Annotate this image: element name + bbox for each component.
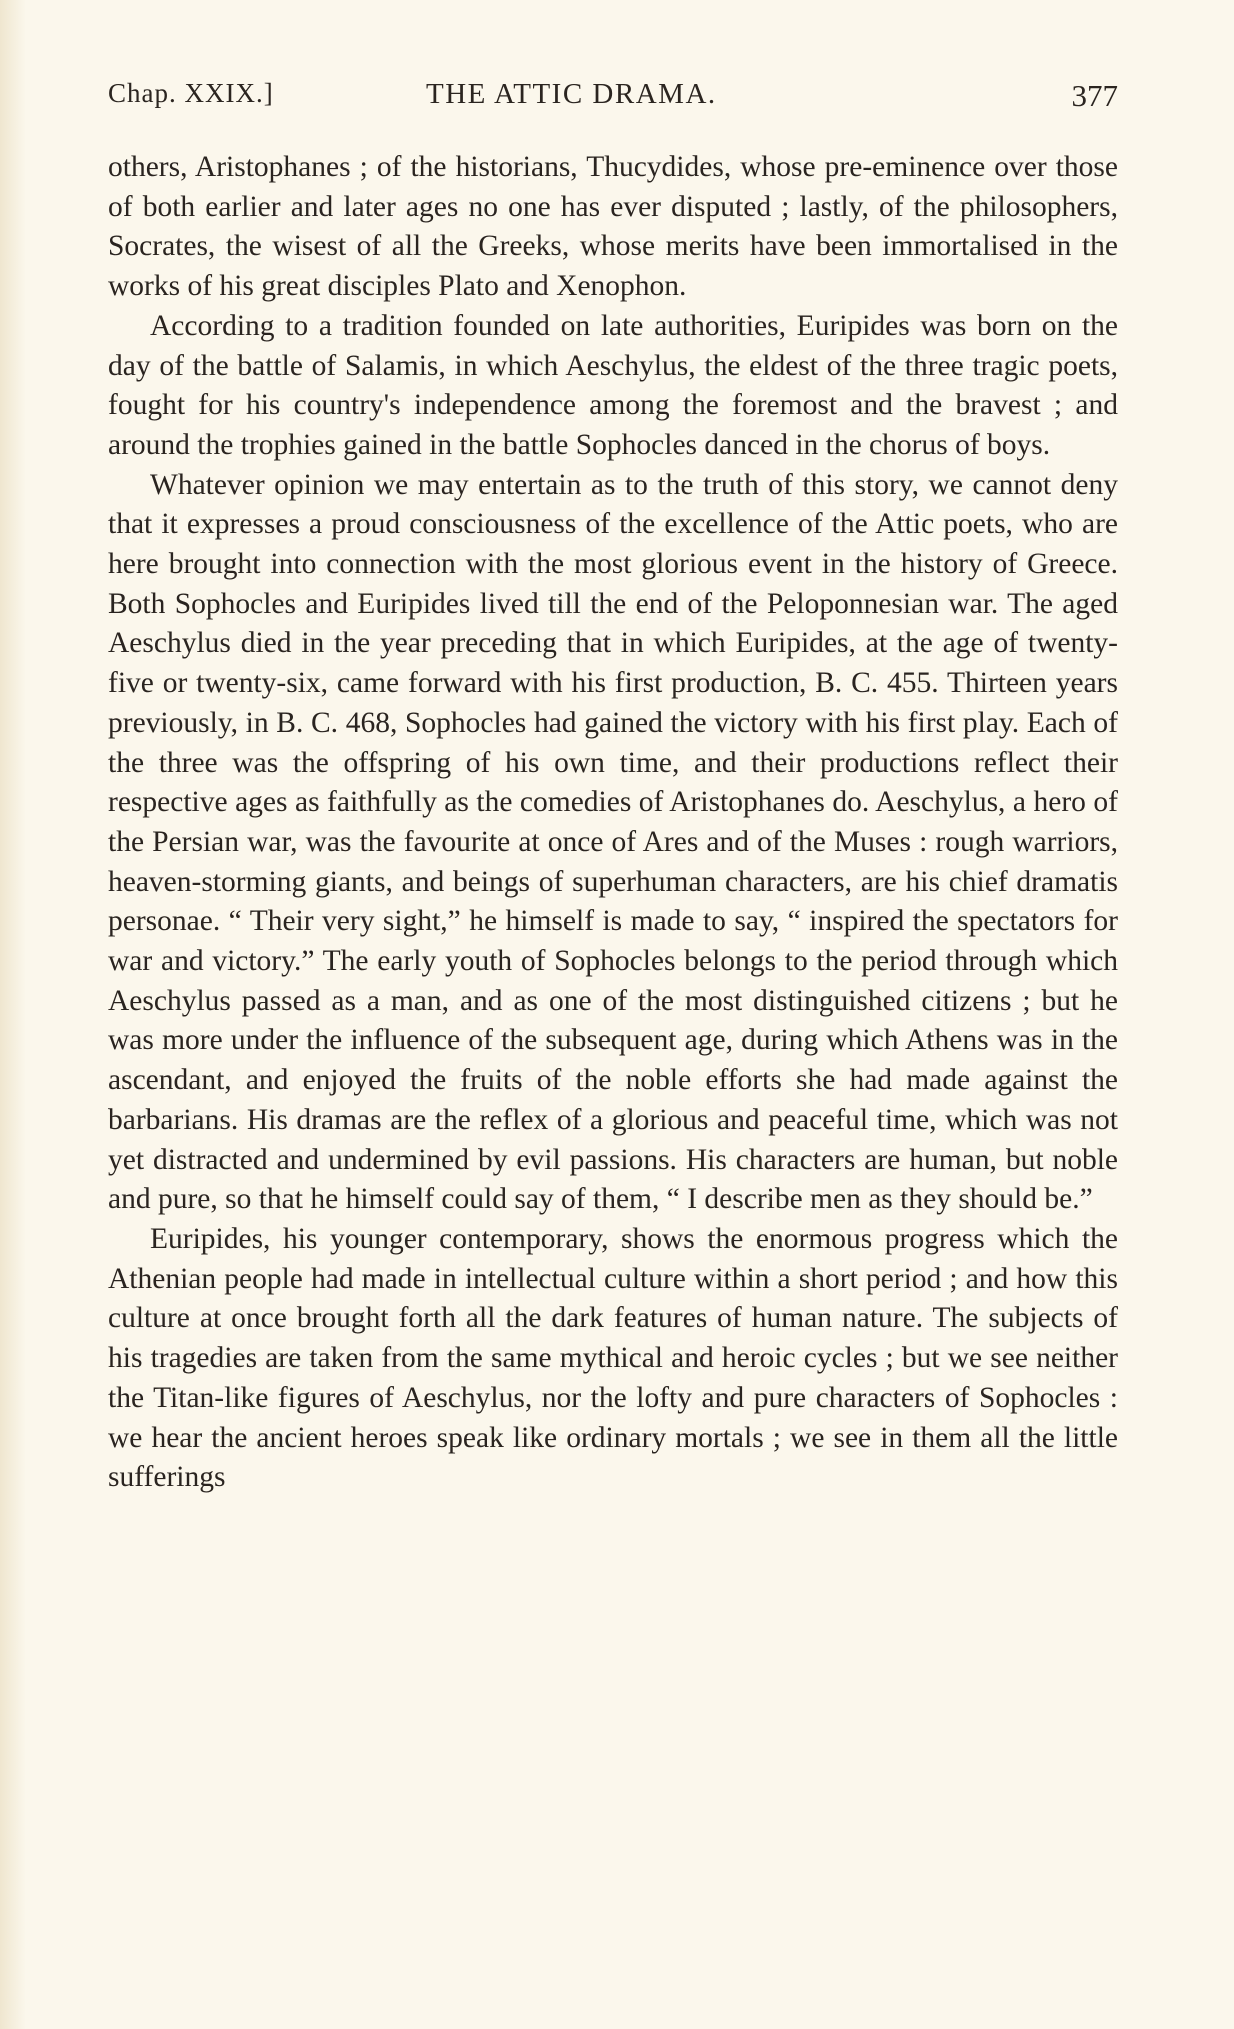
chapter-label: Chap. XXIX.] <box>108 78 274 108</box>
paragraph-3: Whatever opinion we may entertain as to the truth of this story, we cannot deny that it expresses a proud consciousness of the excellence of the Attic poets, who are here brought into connection with the most glorious event in the history of Greece. Both Sophocles and Euripides lived till the end of the Peloponnesian war. The aged Aeschylus died in the year preceding that in which Euripides, at the age of twenty-five or twenty-six, came forward with his first production, B. C. 455. Thirteen years previously, in B. C. 468, Sophocles had gained the victory with his first play. Each of the three was the offspring of his own time, and their productions reflect their respective ages as faithfully as the comedies of Aristophanes do. Aeschylus, a hero of the Persian war, was the favourite at once of Ares and of the Muses : rough warriors, heaven-storming giants, and beings of superhuman characters, are his chief dramatis personae. “ Their very sight,” he himself is made to say, “ inspired the spectators for war and victory.” The early youth of Sophocles belongs to the period through which Aeschylus passed as a man, and as one of the most distinguished citizens ; but he was more under the influence of the subsequent age, during which Athens was in the ascendant, and enjoyed the fruits of the noble efforts she had made against the barbarians. His dramas are the reflex of a glorious and peaceful time, which was not yet distracted and undermined by evil passions. His characters are human, but noble and pure, so that he himself could say of them, “ I describe men as they should be.” <box>108 468 1118 1216</box>
paragraph-1: others, Aristophanes ; of the historians, Thucydides, whose pre-eminence over those of both earlier and later ages no one has ever disputed ; lastly, of the philosophers, Socrates, the wisest of all the Greeks, whose merits have been immortalised in the works of his great disciples Plato and Xenophon. <box>108 151 1118 303</box>
paragraph-4: Euripides, his younger contemporary, shows the enormous progress which the Athenian people had made in intellectual culture within a short period ; and how this culture at once brought forth all the dark features of human nature. The subjects of his tragedies are taken from the same mythical and heroic cycles ; but we see neither the Titan-like figures of Aeschylus, nor the lofty and pure characters of Sophocles : we hear the ancient heroes speak like ordinary mortals ; we see in them all the little sufferings <box>108 1222 1118 1494</box>
running-header <box>108 72 1118 122</box>
page-edge-shadow <box>0 0 26 2029</box>
paragraph-2: According to a tradition founded on late authorities, Euripides was born on the day of the battle of Salamis, in which Aeschylus, the eldest of the three tragic poets, fought for his country's independence among the foremost and the bravest ; and around the trophies gained in the battle Sophocles danced in the chorus of boys. <box>108 309 1118 461</box>
page-number: 377 <box>1071 78 1118 113</box>
body-text <box>108 148 1118 1498</box>
running-title: THE ATTIC DRAMA. <box>426 78 717 110</box>
